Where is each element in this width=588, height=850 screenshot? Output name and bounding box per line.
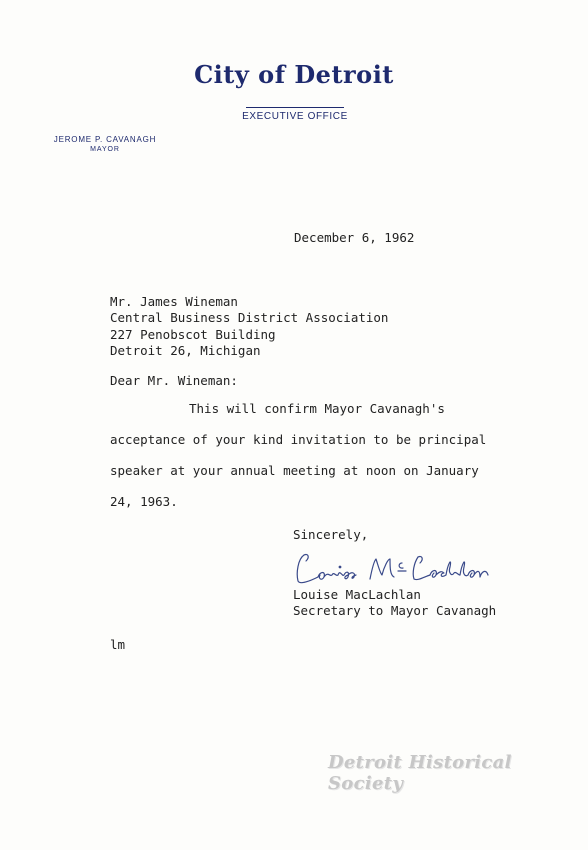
recipient-line: 227 Penobscot Building	[110, 327, 276, 342]
body-line: 24, 1963.	[110, 494, 178, 509]
typist-initials: lm	[110, 637, 126, 652]
mayor-name: JEROME P. CAVANAGH	[53, 135, 157, 144]
letterhead-rule	[246, 107, 344, 108]
salutation: Dear Mr. Wineman:	[110, 373, 238, 388]
recipient-line: Detroit 26, Michigan	[110, 343, 261, 358]
mayor-title: MAYOR	[90, 146, 120, 153]
handwritten-signature	[290, 547, 500, 589]
body-line: speaker at your annual meeting at noon on January	[110, 463, 479, 478]
recipient-line: Central Business District Association	[110, 310, 389, 325]
body-line: acceptance of your kind invitation to be principal	[110, 432, 487, 447]
signer-name: Louise MacLachlan	[293, 587, 421, 602]
letter-date: December 6, 1962	[294, 230, 415, 245]
body-line: This will confirm Mayor Cavanagh's	[189, 401, 445, 416]
letterhead-office: EXECUTIVE OFFICE	[242, 111, 348, 122]
letterhead-title: City of Detroit	[194, 60, 394, 89]
closing: Sincerely,	[293, 527, 369, 542]
recipient-line: Mr. James Wineman	[110, 294, 238, 309]
signer-title: Secretary to Mayor Cavanagh	[293, 603, 497, 618]
watermark: Detroit Historical Society	[328, 752, 512, 794]
